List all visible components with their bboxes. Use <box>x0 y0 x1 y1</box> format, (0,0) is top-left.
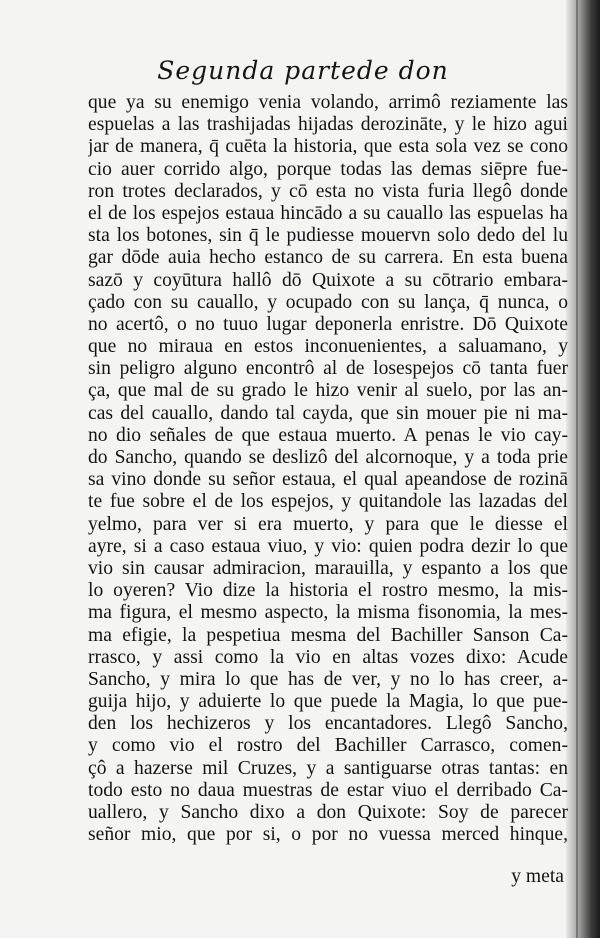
text-line: sa vino donde su señor estaua, el qual apeandose de rozinā <box>88 469 568 491</box>
text-line: yelmo, para ver si era muerto, y para que le diesse el <box>88 513 568 535</box>
text-line: que ya su enemigo venia volando, arrimô reziamente las <box>88 92 568 113</box>
running-head: Segunda partede don <box>157 56 449 85</box>
text-line: çô a hazerse mil Cruzes, y a santiguarse otras tantas: en <box>88 757 568 779</box>
text-line: uallero, y Sancho dixo a don Quixote: Soy de parecer <box>88 802 568 823</box>
text-line: espuelas a las trashijadas hijadas derozināte, y le hizo agui <box>88 114 568 136</box>
text-line: vio sin causar admiracion, marauilla, y espanto a los que <box>88 557 568 579</box>
book-gutter-shadow <box>566 0 600 938</box>
text-line: gar dōde auia hecho estanco de su carrera. En esta buena <box>88 247 568 269</box>
text-line: cio auer corrido algo, porque todas las demas siēpre fue- <box>88 158 568 180</box>
catchword: y meta <box>511 866 564 887</box>
text-line: ça, que mal de su grado le hizo venir al suelo, por las an- <box>88 380 568 402</box>
text-line: ma figura, el mesmo aspecto, la misma fisonomia, la mes- <box>88 602 568 624</box>
text-line: sazō y coyūtura hallô dō Quixote a su cōtrario embara- <box>88 269 568 291</box>
text-line: todo esto no daua muestras de estar viuo el derribado Ca- <box>88 779 568 801</box>
text-line: do Sancho, quando se deslizô del alcornoque, y a toda prie <box>88 447 568 468</box>
text-line: guija hijo, y aduierte lo que puede la Magia, lo que pue- <box>88 691 568 713</box>
text-line: lo oyeren? Vio dize la historia el rostro mesmo, la mis- <box>88 580 568 602</box>
text-line: te fue sobre el de los espejos, y quitandole las lazadas del <box>88 491 568 513</box>
text-line: rrasco, y assi como la vio en altas vozes dixo: Acude <box>88 646 568 668</box>
text-line: ron trotes declarados, y cō esta no vista furia llegô donde <box>88 180 568 202</box>
text-line: çado con su cauallo, y ocupado con su lança, q̄ nunca, o <box>88 291 568 313</box>
gutter-line <box>576 0 578 938</box>
text-line: y como vio el rostro del Bachiller Carrasco, comen- <box>88 735 568 757</box>
text-line: señor mio, que por si, o por no vuessa merced hinque, <box>88 824 568 846</box>
text-line: ayre, si a caso estaua viuo, y vio: quien podra dezir lo que <box>88 535 568 557</box>
text-line: el de los espejos estaua hincādo a su cauallo las espuelas ha <box>88 202 568 224</box>
text-line: no dio señales de que estaua muerto. A penas le vio cay- <box>88 424 568 446</box>
text-line: sta los botones, sin q̄ le pudiesse mouervn solo dedo del lu <box>88 225 568 247</box>
text-line: cas del cauallo, dando tal cayda, que sin mouer pie ni ma- <box>88 402 568 424</box>
text-line: sin peligro alguno encontrô al de losespejos cō tanta fuer <box>88 358 568 380</box>
text-line: ma efigie, la pespetiua mesma del Bachiller Sanson Ca- <box>88 624 568 646</box>
text-line: que no miraua en estos inconuenientes, a saluamano, y <box>88 336 568 358</box>
text-line: Sancho, y mira lo que has de ver, y no lo has creer, a- <box>88 668 568 690</box>
body-text <box>88 92 568 846</box>
text-line: den los hechizeros y los encantadores. Llegô Sancho, <box>88 713 568 735</box>
text-line: no acertô, o no tuuo lugar deponerla enristre. Dō Quixote <box>88 313 568 335</box>
text-line: jar de manera, q̄ cuēta la historia, que esta sola vez se cono <box>88 136 568 158</box>
